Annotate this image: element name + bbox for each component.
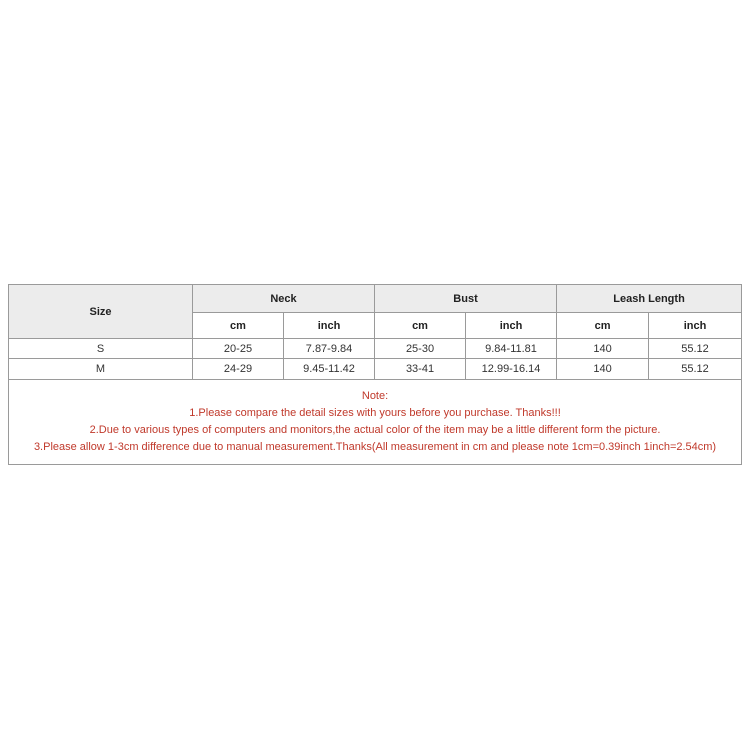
unit-header: inch [466,313,557,339]
group-header-leash-length: Leash Length [557,285,742,313]
table-cell: 12.99-16.14 [466,359,557,380]
size-chart-table [8,284,742,465]
header-row [9,285,742,313]
unit-header: cm [375,313,466,339]
table-cell: 140 [557,339,649,359]
note-line: 2.Due to various types of computers and monitors,the actual color of the item may be a little different form the picture. [89,424,661,436]
unit-header: inch [284,313,375,339]
size-header: Size [9,285,193,339]
table-cell: 140 [557,359,649,380]
group-header-bust: Bust [375,285,557,313]
unit-header: cm [557,313,649,339]
table-cell: 9.45-11.42 [284,359,375,380]
size-cell: S [9,339,193,359]
table-cell: 25-30 [375,339,466,359]
note-row [9,380,742,465]
table-cell: 55.12 [649,339,742,359]
table-row [9,339,742,359]
size-cell: M [9,359,193,380]
table-cell: 9.84-11.81 [466,339,557,359]
table-cell: 7.87-9.84 [284,339,375,359]
table-cell: 33-41 [375,359,466,380]
unit-header: inch [649,313,742,339]
table-cell: 24-29 [193,359,284,380]
note-cell [9,380,742,465]
table-row [9,359,742,380]
note-title: Note: [361,390,389,402]
note-line: 1.Please compare the detail sizes with yours before you purchase. Thanks!!! [189,407,561,419]
unit-header: cm [193,313,284,339]
table-cell: 55.12 [649,359,742,380]
note-line: 3.Please allow 1-3cm difference due to manual measurement.Thanks(All measurement in cm and please note 1cm=0.39inch 1inch=2.54cm) [33,441,717,453]
group-header-neck: Neck [193,285,375,313]
table-cell: 20-25 [193,339,284,359]
